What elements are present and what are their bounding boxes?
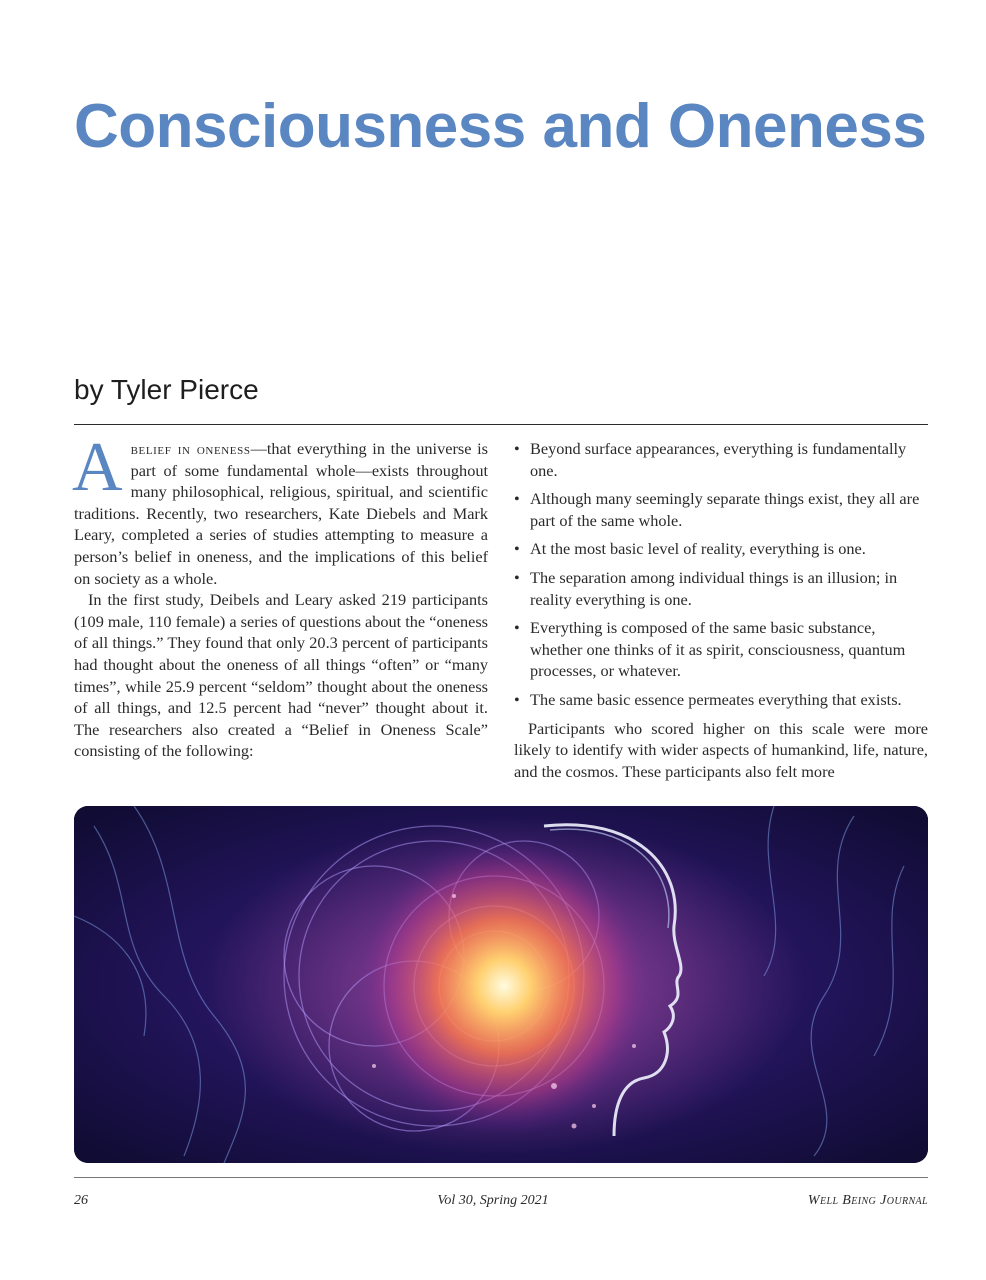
body-paragraph-2: In the first study, Deibels and Leary asked 219 participants (109 male, 110 female) a series of questions about the “oneness of all things.” They found that only 20.3 percent of participants had thought about the oneness of all things “often” or “many times”, while 25.9 percent “seldom” thought about the oneness of all things, and 12.5 percent had “never” thought about it. The researchers also created a “Belief in Oneness Scale” consisting of the following: <box>74 590 488 761</box>
issue-label: Vol 30, Spring 2021 <box>437 1193 549 1208</box>
bullet-icon: • <box>514 489 520 509</box>
bullet-icon: • <box>514 618 520 638</box>
header-divider <box>74 424 928 425</box>
list-item: • Beyond surface appearances, everything is fundamentally one. <box>514 439 907 480</box>
lead-smallcaps: belief in oneness <box>130 439 251 458</box>
bullet-icon: • <box>514 567 520 587</box>
article-title: Consciousness and Oneness <box>74 92 927 161</box>
illustration-art <box>74 806 928 1163</box>
list-item: • At the most basic level of reality, everything is one. <box>514 539 866 559</box>
list-item: • The same basic essence permeates everything that exists. <box>514 689 902 709</box>
list-item: • Everything is composed of the same basic substance, whether one thinks of it as spirit, consciousness, quantum processes, or whatever. <box>514 618 906 681</box>
lead-text: —that everything in the universe is part of some fundamental whole—exists throughout many philosophical, religious, spiritual, and scientific traditions. Recently, two researchers, Kate Diebels and Mark Leary, completed a series of studies attempting to measure a person’s belief in oneness, and the implications of this belief on society as a whole. <box>74 439 489 588</box>
lead-paragraph <box>72 429 489 589</box>
bullet-icon: • <box>514 539 520 559</box>
bullet-icon: • <box>514 689 520 709</box>
list-item: • The separation among individual things is an illusion; in reality everything is one. <box>514 567 898 609</box>
body-paragraph-3: Participants who scored higher on this scale were more likely to identify with wider aspects of humankind, life, nature, and the cosmos. These participants also felt more <box>514 718 928 781</box>
list-item: • Although many seemingly separate things exist, they all are part of the same whole. <box>514 489 920 530</box>
oneness-scale-list <box>514 438 928 711</box>
journal-name: Well Being Journal <box>807 1193 928 1208</box>
right-column <box>514 438 928 782</box>
drop-cap: A <box>72 429 123 506</box>
byline: by Tyler Pierce <box>74 374 259 405</box>
cosmic-head-illustration <box>74 806 928 1163</box>
footer-divider <box>74 1177 928 1178</box>
bullet-icon: • <box>514 439 520 458</box>
page-number: 26 <box>74 1193 88 1208</box>
left-column <box>72 429 489 762</box>
